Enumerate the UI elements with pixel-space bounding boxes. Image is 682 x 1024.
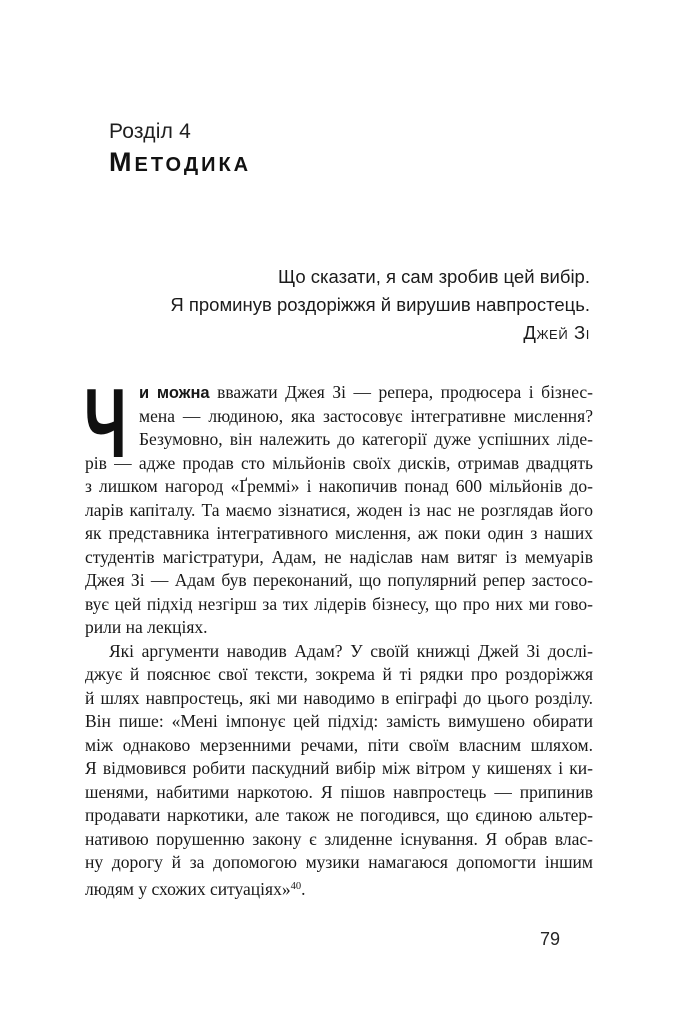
paragraph1-line: вує цей підхід незгірш за тих лідерів бізнесу, що про них ми гово- [85,593,593,614]
line-text: вважати Джея Зі — репера, продюсера і бізнес- [217,382,594,402]
body-text [84,368,594,899]
epigraph [170,263,590,347]
dropcap-letter: Ч [84,368,127,478]
epigraph-line-1: Що сказати, я сам зробив цей вибір. [277,266,590,287]
paragraph1-line: рили на лекціях. [85,617,208,637]
paragraph2-line: продавати наркотики, але також не погодився, що єдиною альтер- [85,805,593,825]
sentence-end: . [301,878,306,899]
paragraph1-line: з лишком нагород «Ґреммі» і накопичив понад 600 мільйонів до- [85,476,593,496]
chapter-title [109,147,251,180]
chapter-title-rest: ЕТОДИКА [134,154,252,176]
paragraph2-line: джує й пояснює свої тексти, зокрема й ті рядки про роздоріжжя [85,664,593,684]
chapter-header [109,119,251,180]
paragraph2-line: нативою порушенню закону є злиденне існування. Я обрав влас- [85,828,593,849]
paragraph1-line: Безумовно, він належить до категорії дуже успішних ліде- [139,429,593,449]
paragraph2-line: Він пише: «Мені імпонує цей підхід: замість вимушено обирати [85,711,593,731]
footnote-marker: 40 [290,880,302,892]
chapter-title-initial: М [109,147,135,177]
lead-in-bold: и можна [139,384,210,402]
paragraph2-line: Я відмовився робити паскудний вибір між вітром у кишенях і ки- [85,758,593,778]
page-number: 79 [540,929,561,949]
paragraph1-line: ларів капіталу. Та маємо зізнатися, жоден із нас не розглядав його [85,499,593,520]
paragraph2-line: шенями, набитими наркотою. Я пішов навпростець — припинив [85,781,593,802]
paragraph1-line: як представника інтегративного мислення, аж поки один з наших [85,523,593,543]
paragraph2-line: ну дорогу й за допомогою музики намагаюся допомогти іншим [85,852,593,872]
paragraph2-line: Які аргументи наводив Адам? У своїй книжці Джей Зі дослі- [109,640,593,661]
epigraph-attribution: Джей Зі [523,322,590,343]
paragraph1-line [139,381,593,405]
paragraph1-line: студентів магістратури, Адам, не надіслав нам витяг із мемуарів [85,546,593,567]
paragraph2-line [85,875,593,899]
epigraph-line-2: Я проминув роздоріжжя й вирушив навпростець. [170,294,590,315]
paragraph2-line: між однаково мерзенними речами, піти своїм власним шляхом. [85,734,593,755]
line-text: людям у схожих ситуаціях» [85,878,291,899]
chapter-label: Розділ 4 [109,120,191,143]
paragraph1-line: мена — людиною, яка застосовує інтегративне мислення? [139,405,593,426]
paragraph1-line: Джея Зі — Адам був переконаний, що популярний репер застосо- [85,570,593,590]
paragraph2-line: й шлях навпростець, які ми наводимо в епіграфі до цього розділу. [85,687,593,708]
paragraph1-line: рів — адже продав сто мільйонів своїх дисків, отримав двадцять [85,452,593,473]
